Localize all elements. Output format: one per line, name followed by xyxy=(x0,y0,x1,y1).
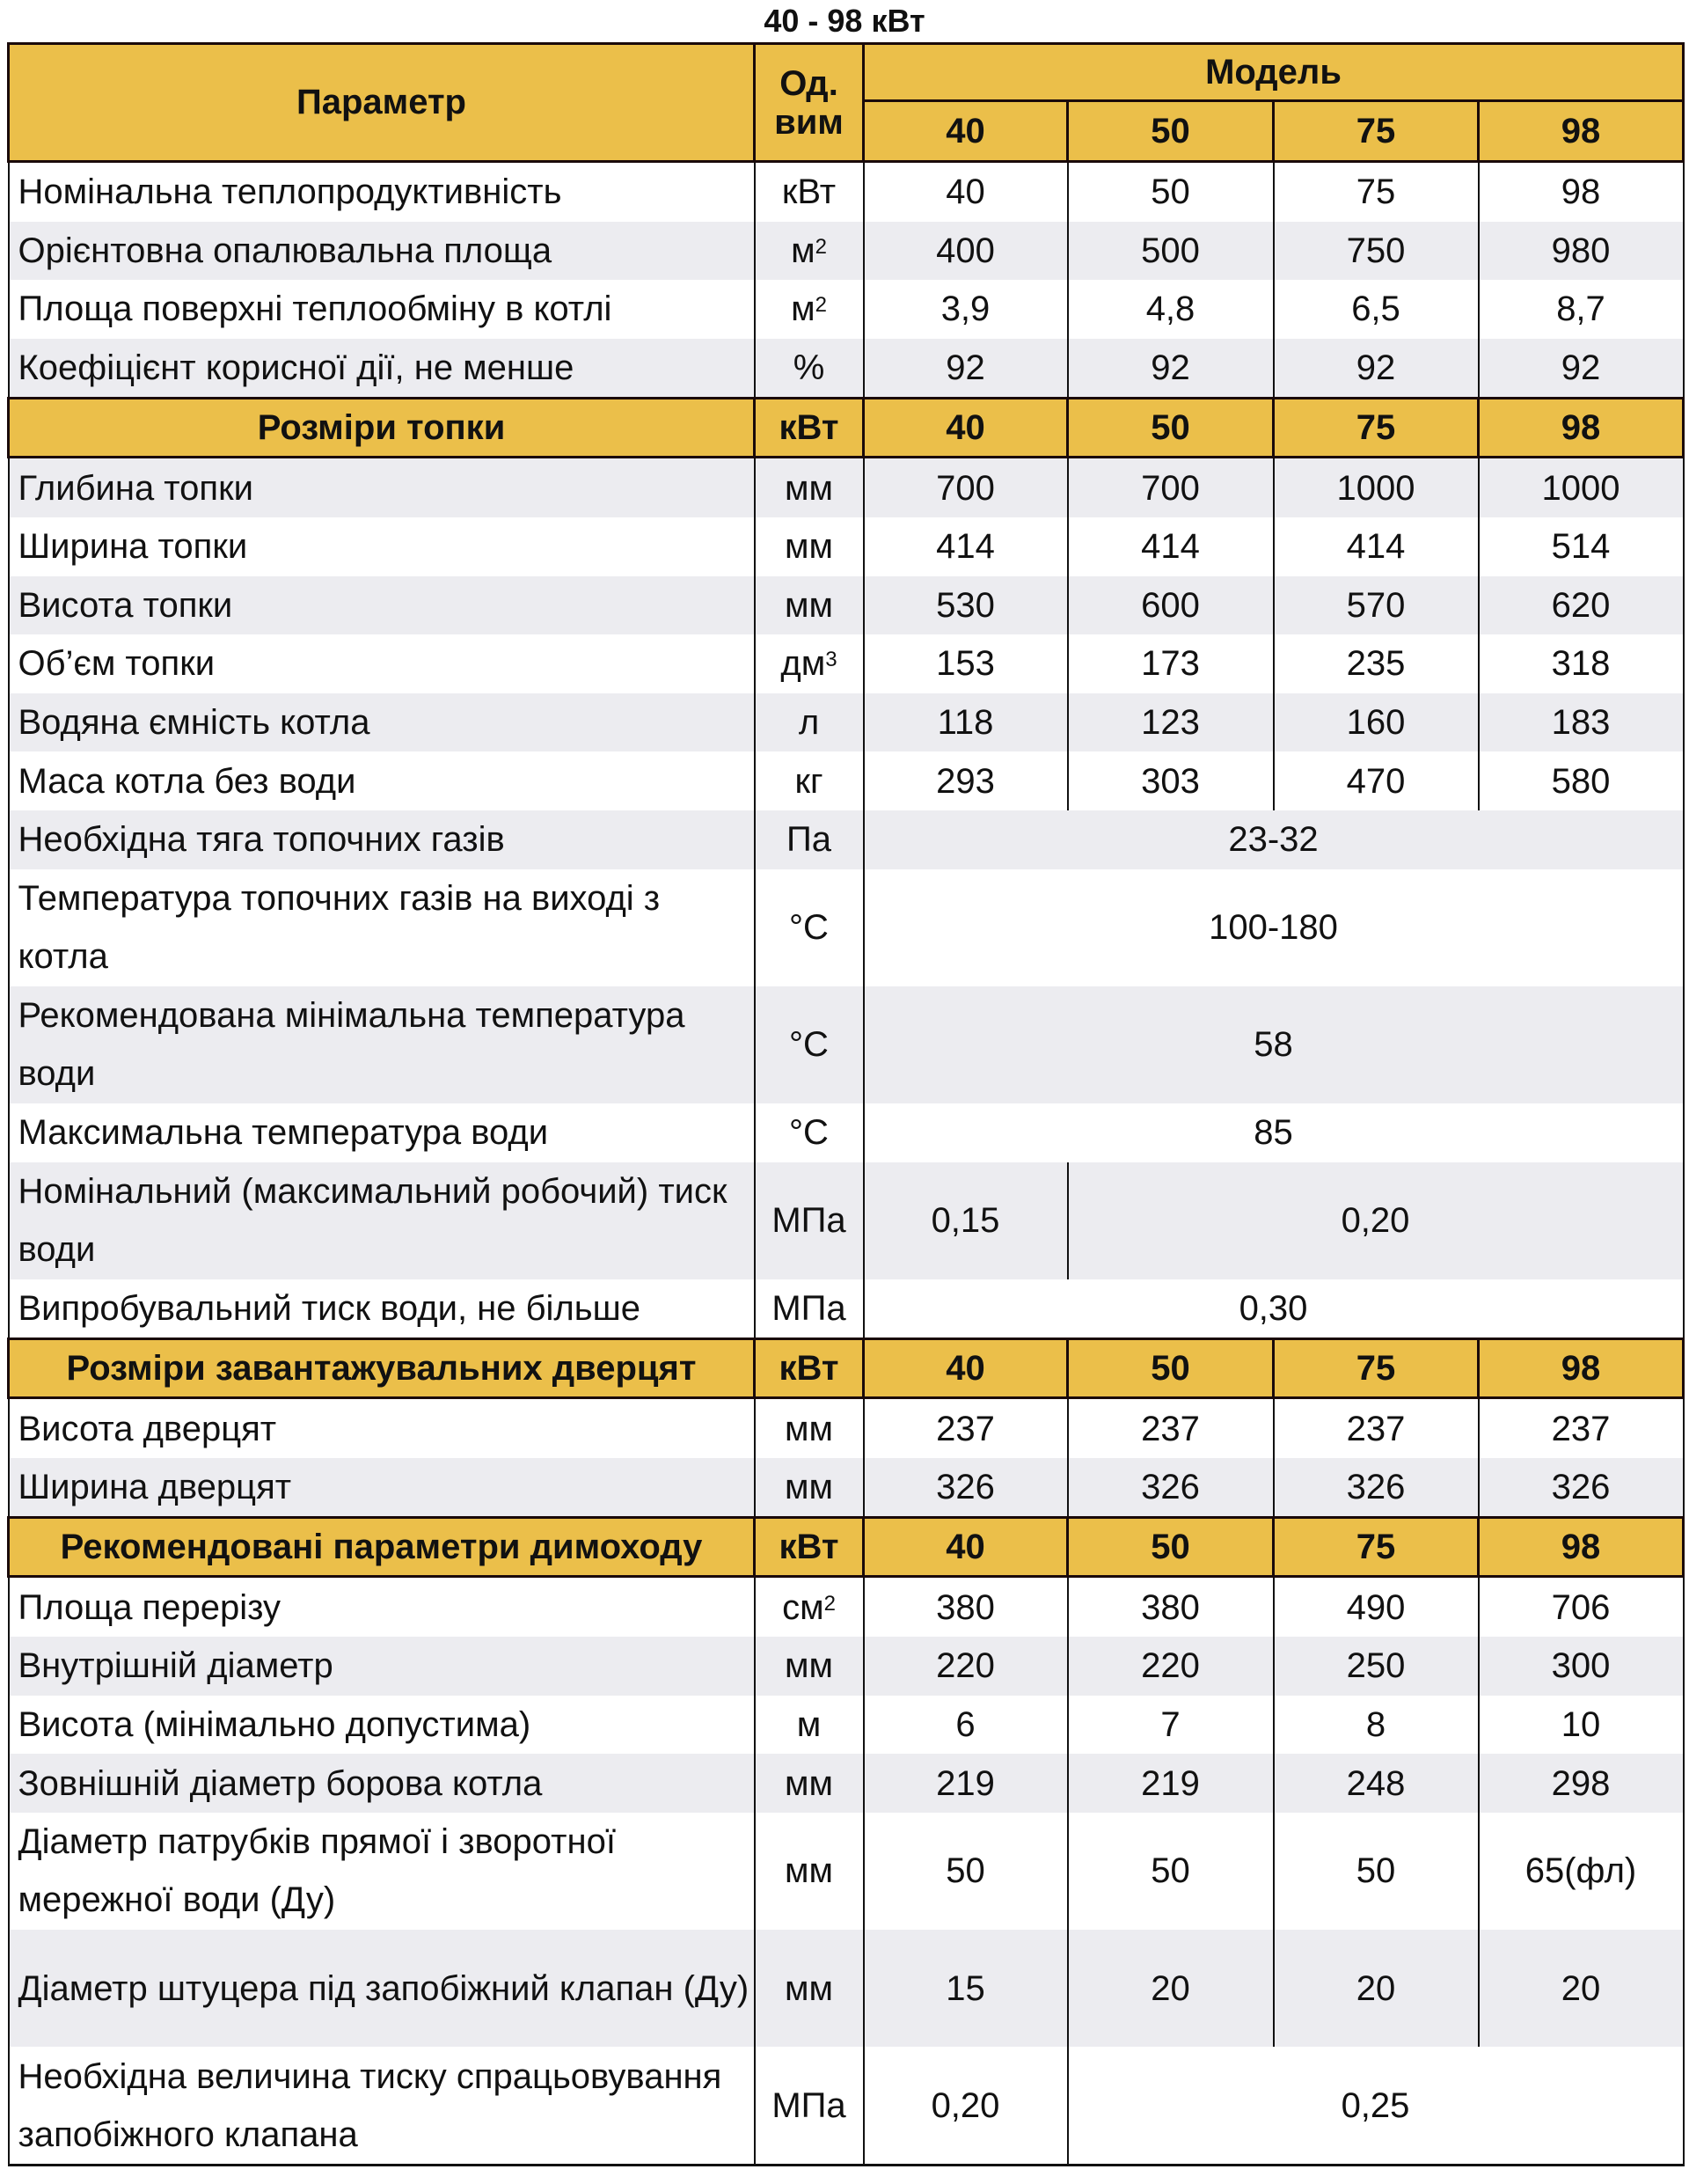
value-cell: 380 xyxy=(1068,1577,1274,1637)
section-title: Рекомендовані параметри димоходу xyxy=(9,1518,755,1577)
param-cell: Висота дверцят xyxy=(9,1398,755,1458)
value-cell: 237 xyxy=(1068,1398,1274,1458)
param-cell: Температура топочних газів на виході з котла xyxy=(9,869,755,986)
param-cell: Площа перерізу xyxy=(9,1577,755,1637)
section-model: 50 xyxy=(1068,1518,1274,1577)
spec-table xyxy=(7,42,1685,2166)
value-cell: 8,7 xyxy=(1479,280,1684,339)
value-cell: 50 xyxy=(1068,162,1274,222)
value-cell: 100-180 xyxy=(864,869,1684,986)
value-cell: 706 xyxy=(1479,1577,1684,1637)
unit-cell: л xyxy=(755,693,864,752)
value-cell: 250 xyxy=(1274,1637,1479,1696)
value-cell: 530 xyxy=(864,576,1068,635)
value-cell: 50 xyxy=(1274,1813,1479,1930)
value-cell: 237 xyxy=(864,1398,1068,1458)
unit-cell: °С xyxy=(755,1103,864,1162)
section-title: Розміри завантажувальних дверцят xyxy=(9,1339,755,1398)
header-param: Параметр xyxy=(9,44,755,162)
value-cell: 700 xyxy=(864,458,1068,517)
table-row xyxy=(9,162,1684,222)
section-model: 40 xyxy=(864,1339,1068,1398)
value-cell: 980 xyxy=(1479,222,1684,281)
unit-cell: °С xyxy=(755,869,864,986)
unit-cell: мм xyxy=(755,1754,864,1813)
value-cell: 490 xyxy=(1274,1577,1479,1637)
value-cell: 15 xyxy=(864,1930,1068,2047)
section-model: 98 xyxy=(1479,1339,1684,1398)
param-cell: Номінальна теплопродуктивність xyxy=(9,162,755,222)
header-model-50: 50 xyxy=(1068,101,1274,162)
unit-cell: Па xyxy=(755,810,864,869)
value-cell: 65(фл) xyxy=(1479,1813,1684,1930)
unit-cell: МПа xyxy=(755,1279,864,1339)
table-row xyxy=(9,458,1684,517)
unit-cell: $м^2$ xyxy=(755,222,864,281)
unit-cell: м xyxy=(755,1696,864,1755)
value-cell: 8 xyxy=(1274,1696,1479,1755)
value-cell: 3,9 xyxy=(864,280,1068,339)
value-cell: 500 xyxy=(1068,222,1274,281)
value-cell: 414 xyxy=(864,517,1068,576)
section-model: 98 xyxy=(1479,399,1684,458)
value-cell: 183 xyxy=(1479,693,1684,752)
value-cell: 600 xyxy=(1068,576,1274,635)
unit-cell: мм xyxy=(755,1637,864,1696)
unit-cell: кВт xyxy=(755,162,864,222)
table-row xyxy=(9,576,1684,635)
table-row xyxy=(9,810,1684,869)
section-unit: кВт xyxy=(755,1339,864,1398)
unit-cell: мм xyxy=(755,517,864,576)
param-cell: Коефіцієнт корисної дії, не менше xyxy=(9,339,755,399)
value-cell: 75 xyxy=(1274,162,1479,222)
value-cell: 318 xyxy=(1479,634,1684,693)
table-row xyxy=(9,986,1684,1103)
section-header-row xyxy=(9,1518,1684,1577)
param-cell: Номінальний (максимальний робочий) тиск води xyxy=(9,1162,755,1279)
value-cell: 160 xyxy=(1274,693,1479,752)
value-cell: 40 xyxy=(864,162,1068,222)
unit-exponent: 2 xyxy=(815,293,827,318)
value-cell: 293 xyxy=(864,751,1068,810)
param-cell: Необхідна тяга топочних газів xyxy=(9,810,755,869)
header-model-75: 75 xyxy=(1274,101,1479,162)
header-unit-line1: Од. xyxy=(779,63,838,103)
table-row xyxy=(9,1398,1684,1458)
unit-cell: МПа xyxy=(755,2047,864,2166)
value-cell: 219 xyxy=(864,1754,1068,1813)
value-cell: 326 xyxy=(1274,1458,1479,1518)
unit-cell: мм xyxy=(755,458,864,517)
value-cell: 6 xyxy=(864,1696,1068,1755)
value-cell: 92 xyxy=(1068,339,1274,399)
table-row xyxy=(9,751,1684,810)
value-cell: 153 xyxy=(864,634,1068,693)
section-model: 75 xyxy=(1274,1518,1479,1577)
value-cell: 0,30 xyxy=(864,1279,1684,1339)
value-cell: 237 xyxy=(1479,1398,1684,1458)
unit-cell: мм xyxy=(755,1813,864,1930)
value-cell: 50 xyxy=(1068,1813,1274,1930)
table-row xyxy=(9,280,1684,339)
header-model-40: 40 xyxy=(864,101,1068,162)
table-row xyxy=(9,1458,1684,1518)
table-row xyxy=(9,517,1684,576)
value-cell: 23-32 xyxy=(864,810,1684,869)
value-cell: 85 xyxy=(864,1103,1684,1162)
table-row xyxy=(9,1103,1684,1162)
value-cell: 50 xyxy=(864,1813,1068,1930)
value-cell: 580 xyxy=(1479,751,1684,810)
value-cell: 414 xyxy=(1274,517,1479,576)
param-cell: Внутрішній діаметр xyxy=(9,1637,755,1696)
unit-cell: мм xyxy=(755,1398,864,1458)
unit-cell: $см^2$ xyxy=(755,1577,864,1637)
value-cell: 98 xyxy=(1479,162,1684,222)
param-cell: Глибина топки xyxy=(9,458,755,517)
section-model: 98 xyxy=(1479,1518,1684,1577)
value-cell: 0,25 xyxy=(1068,2047,1684,2166)
section-header-row xyxy=(9,399,1684,458)
header-unit xyxy=(755,44,864,162)
value-cell: 326 xyxy=(1479,1458,1684,1518)
param-cell: Водяна ємність котла xyxy=(9,693,755,752)
value-cell: 1000 xyxy=(1274,458,1479,517)
value-cell: 620 xyxy=(1479,576,1684,635)
header-model: Модель xyxy=(864,44,1684,101)
unit-cell: мм xyxy=(755,1458,864,1518)
table-row xyxy=(9,869,1684,986)
value-cell: 570 xyxy=(1274,576,1479,635)
value-cell: 0,20 xyxy=(1068,1162,1684,1279)
value-cell: 300 xyxy=(1479,1637,1684,1696)
table-row xyxy=(9,2047,1684,2166)
value-cell: 298 xyxy=(1479,1754,1684,1813)
table-row xyxy=(9,693,1684,752)
section-model: 50 xyxy=(1068,399,1274,458)
section-header-row xyxy=(9,1339,1684,1398)
value-cell: 58 xyxy=(864,986,1684,1103)
table-row xyxy=(9,1577,1684,1637)
value-cell: 700 xyxy=(1068,458,1274,517)
param-cell: Висота (мінімально допустима) xyxy=(9,1696,755,1755)
param-cell: Зовнішній діаметр борова котла xyxy=(9,1754,755,1813)
unit-cell: МПа xyxy=(755,1162,864,1279)
unit-exponent: 3 xyxy=(825,648,837,672)
param-cell: Ширина дверцят xyxy=(9,1458,755,1518)
param-cell: Ширина топки xyxy=(9,517,755,576)
param-cell: Орієнтовна опалювальна площа xyxy=(9,222,755,281)
param-cell: Площа поверхні теплообміну в котлі xyxy=(9,280,755,339)
value-cell: 7 xyxy=(1068,1696,1274,1755)
value-cell: 123 xyxy=(1068,693,1274,752)
value-cell: 237 xyxy=(1274,1398,1479,1458)
table-row xyxy=(9,1279,1684,1339)
unit-cell: $м^2$ xyxy=(755,280,864,339)
param-cell: Маса котла без води xyxy=(9,751,755,810)
table-row xyxy=(9,1930,1684,2047)
unit-cell: кг xyxy=(755,751,864,810)
value-cell: 0,15 xyxy=(864,1162,1068,1279)
header-row xyxy=(9,44,1684,101)
table-row xyxy=(9,1696,1684,1755)
value-cell: 20 xyxy=(1274,1930,1479,2047)
table-row xyxy=(9,222,1684,281)
section-model: 40 xyxy=(864,1518,1068,1577)
value-cell: 118 xyxy=(864,693,1068,752)
page-title: 40 - 98 кВт xyxy=(764,3,925,39)
value-cell: 20 xyxy=(1479,1930,1684,2047)
header-model-98: 98 xyxy=(1479,101,1684,162)
table-row xyxy=(9,634,1684,693)
value-cell: 514 xyxy=(1479,517,1684,576)
value-cell: 1000 xyxy=(1479,458,1684,517)
value-cell: 6,5 xyxy=(1274,280,1479,339)
value-cell: 303 xyxy=(1068,751,1274,810)
table-row xyxy=(9,339,1684,399)
section-model: 75 xyxy=(1274,399,1479,458)
value-cell: 414 xyxy=(1068,517,1274,576)
value-cell: 220 xyxy=(864,1637,1068,1696)
table-body xyxy=(9,162,1684,2166)
value-cell: 0,20 xyxy=(864,2047,1068,2166)
header-unit-line2: вим xyxy=(774,102,844,142)
value-cell: 326 xyxy=(864,1458,1068,1518)
section-title: Розміри топки xyxy=(9,399,755,458)
param-cell: Рекомендована мінімальна температура води xyxy=(9,986,755,1103)
param-cell: Максимальна температура води xyxy=(9,1103,755,1162)
unit-exponent: 2 xyxy=(823,1591,836,1616)
table-row xyxy=(9,1813,1684,1930)
value-cell: 400 xyxy=(864,222,1068,281)
table-row xyxy=(9,1637,1684,1696)
value-cell: 248 xyxy=(1274,1754,1479,1813)
value-cell: 10 xyxy=(1479,1696,1684,1755)
section-unit: кВт xyxy=(755,1518,864,1577)
unit-cell: мм xyxy=(755,576,864,635)
section-model: 40 xyxy=(864,399,1068,458)
table-row xyxy=(9,1162,1684,1279)
value-cell: 219 xyxy=(1068,1754,1274,1813)
table-row xyxy=(9,1754,1684,1813)
value-cell: 220 xyxy=(1068,1637,1274,1696)
unit-cell: % xyxy=(755,339,864,399)
param-cell: Об’єм топки xyxy=(9,634,755,693)
param-cell: Необхідна величина тиску спрацьовування запобіжного клапана xyxy=(9,2047,755,2166)
param-cell: Діаметр патрубків прямої і зворотної мережної води (Ду) xyxy=(9,1813,755,1930)
value-cell: 92 xyxy=(1274,339,1479,399)
param-cell: Випробувальний тиск води, не більше xyxy=(9,1279,755,1339)
value-cell: 4,8 xyxy=(1068,280,1274,339)
unit-cell: °С xyxy=(755,986,864,1103)
value-cell: 380 xyxy=(864,1577,1068,1637)
value-cell: 173 xyxy=(1068,634,1274,693)
unit-cell: $дм^3$ xyxy=(755,634,864,693)
param-cell: Діаметр штуцера під запобіжний клапан (Ду) xyxy=(9,1930,755,2047)
value-cell: 470 xyxy=(1274,751,1479,810)
value-cell: 20 xyxy=(1068,1930,1274,2047)
unit-exponent: 2 xyxy=(815,234,827,259)
section-model: 50 xyxy=(1068,1339,1274,1398)
value-cell: 750 xyxy=(1274,222,1479,281)
section-unit: кВт xyxy=(755,399,864,458)
unit-cell: мм xyxy=(755,1930,864,2047)
value-cell: 235 xyxy=(1274,634,1479,693)
value-cell: 92 xyxy=(864,339,1068,399)
section-model: 75 xyxy=(1274,1339,1479,1398)
value-cell: 326 xyxy=(1068,1458,1274,1518)
value-cell: 92 xyxy=(1479,339,1684,399)
param-cell: Висота топки xyxy=(9,576,755,635)
